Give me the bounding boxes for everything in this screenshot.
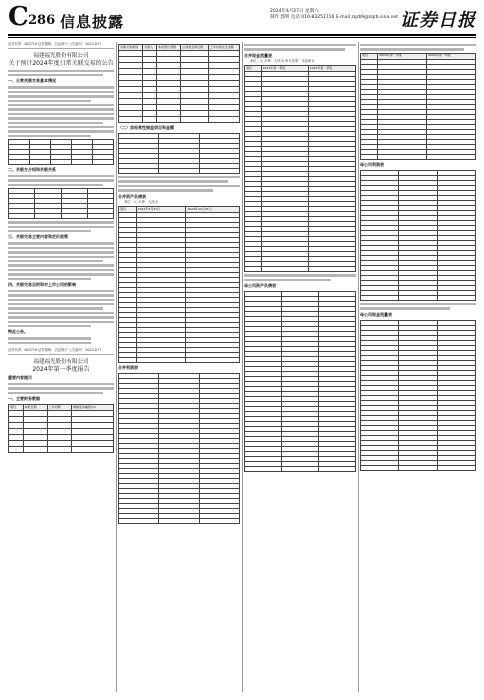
section-heading: 合并利润表	[118, 365, 138, 371]
table-header: 项目	[361, 53, 378, 59]
column-divider	[116, 42, 117, 692]
income-statement-table	[118, 373, 240, 524]
table-header: 上年实际发生金额	[208, 45, 239, 51]
related-party-table	[8, 188, 114, 219]
text-line	[244, 279, 331, 281]
unit-note: 单位：元 币种：人民币	[124, 199, 159, 204]
text-line	[8, 100, 91, 102]
text-line	[8, 184, 103, 186]
text-line	[8, 342, 91, 344]
text-line	[8, 122, 103, 124]
report-title: 2024年第一季度报告	[32, 365, 90, 373]
text-line	[118, 189, 213, 191]
unit-note: 单位：元 币种：人民币 审计类型：未经审计	[250, 58, 315, 63]
parent-cash-flow-table	[360, 320, 476, 471]
text-line	[8, 256, 114, 258]
text-line	[8, 221, 114, 223]
page-number: 286	[28, 13, 56, 28]
section-heading: 三、关联交易主要内容和定价政策	[8, 234, 68, 240]
company-name: 福建福光股份有限公司	[33, 52, 89, 59]
text-line	[8, 299, 114, 301]
text-line	[360, 48, 464, 50]
balance-sheet-table	[118, 206, 240, 363]
section-heading: （二）非经常性损益项目和金额	[118, 125, 174, 130]
table-header: 本次预计金额	[157, 45, 181, 51]
parent-income-table	[360, 170, 476, 301]
security-notice-2: 证券代码：603719 证券简称：良品铺子 公告编号：2024-017	[8, 348, 114, 355]
table-header: 2024年第一季度	[261, 66, 308, 72]
text-line	[244, 44, 356, 46]
table-header: 上年同期	[47, 404, 71, 410]
non-recurring-table	[118, 133, 240, 174]
text-line	[8, 307, 103, 309]
text-line	[8, 387, 114, 389]
text-line	[8, 70, 114, 72]
issue-info	[270, 9, 398, 21]
text-line	[8, 74, 103, 76]
announcement-title: 关于预计2024年度日常关联交易的公告	[8, 59, 114, 67]
table-header: 关联交易类别	[119, 45, 143, 51]
column-3	[244, 42, 356, 692]
text-line	[8, 316, 114, 318]
text-line	[8, 294, 114, 296]
section-heading: 母公司现金流量表	[360, 311, 392, 317]
section-heading: 合并资产负债表	[118, 193, 146, 199]
text-line	[8, 383, 114, 385]
paper-logo: 证券日报	[400, 10, 476, 31]
text-line	[8, 325, 91, 327]
table-header: 2023年第一季度	[427, 53, 476, 59]
text-line	[118, 176, 240, 178]
related-transaction-table	[8, 139, 114, 165]
closing-line: 特此公告。	[8, 329, 28, 335]
table-header: 增减变动幅度(%)	[71, 404, 113, 410]
text-line	[8, 86, 114, 88]
text-line	[8, 321, 114, 323]
table-header: 项目	[9, 404, 24, 410]
table-header: 2023年第一季度	[308, 66, 355, 72]
text-line	[8, 303, 114, 305]
text-line	[244, 48, 345, 50]
section-heading: 一、日常关联交易基本情况	[8, 78, 56, 84]
text-line	[118, 180, 228, 182]
text-line	[8, 226, 114, 228]
table-header: 关联人	[143, 45, 157, 51]
text-line	[8, 290, 114, 292]
text-line	[360, 307, 450, 309]
cash-flow-table	[244, 65, 356, 272]
table-header: 项目	[119, 207, 137, 213]
text-line	[244, 274, 356, 276]
column-4	[360, 42, 476, 692]
key-financial-table	[8, 404, 114, 453]
masthead-rule	[8, 34, 476, 36]
company-name-2: 福建福光股份有限公司	[33, 358, 89, 365]
issue-contact: 制作 郭明 电话 010-83251716 E-mail zqrb9@zqrb.sina.net	[270, 15, 399, 20]
table-header: 本报告期	[23, 404, 47, 410]
text-line	[8, 312, 114, 314]
text-line	[8, 392, 103, 394]
table-header: 占同类业务比例	[181, 45, 209, 51]
text-line	[8, 135, 91, 137]
text-line	[8, 130, 114, 132]
text-line	[8, 104, 114, 106]
text-line	[8, 117, 114, 119]
column-2	[118, 42, 240, 692]
text-line	[8, 230, 91, 232]
parent-balance-sheet-table	[244, 291, 356, 472]
text-line	[8, 91, 114, 93]
text-line	[8, 264, 114, 266]
text-line	[8, 273, 114, 275]
text-line	[8, 251, 114, 253]
text-line	[360, 44, 476, 46]
text-line	[8, 260, 103, 262]
text-line	[8, 247, 114, 249]
page-letter: C	[8, 2, 29, 32]
security-notice: 证券代码：603719 证券简称：良品铺子 公告编号：2024-017	[8, 42, 114, 49]
related-transaction-forecast-table	[118, 44, 240, 123]
text-line	[8, 108, 114, 110]
text-line	[8, 113, 114, 115]
issue-date: 2024年4月27日 星期六	[270, 9, 319, 14]
text-line	[8, 175, 114, 177]
text-line	[8, 95, 114, 97]
section-heading: 四、关联交易目的和对上市公司的影响	[8, 281, 76, 287]
text-line	[8, 278, 91, 280]
text-line	[8, 269, 114, 271]
parent-balance-sheet-continued	[360, 53, 476, 160]
text-line	[8, 179, 114, 181]
text-line	[8, 337, 91, 339]
column-divider	[242, 42, 243, 692]
section-heading: 母公司利润表	[360, 161, 384, 167]
text-line	[8, 242, 114, 244]
text-line	[8, 126, 114, 128]
text-line	[360, 303, 476, 305]
masthead	[8, 2, 476, 32]
section-title: 信息披露	[60, 13, 125, 31]
text-line	[118, 185, 240, 187]
masthead-rule-thin	[8, 37, 476, 38]
table-header: 2024年第一季度	[378, 53, 427, 59]
section-heading: 一、主要财务数据	[8, 395, 40, 401]
table-header: 2023年12月31日	[186, 207, 240, 213]
section-heading: 二、关联方介绍和关联关系	[8, 167, 56, 173]
table-header: 2024年3月31日	[136, 207, 186, 213]
column-divider	[358, 42, 359, 692]
section-heading: 母公司资产负债表	[244, 283, 276, 289]
table-header: 项目	[245, 66, 262, 72]
section-heading: 重要内容提示	[8, 374, 32, 380]
column-1	[8, 42, 114, 692]
section-heading: 合并现金流量表	[244, 52, 272, 58]
